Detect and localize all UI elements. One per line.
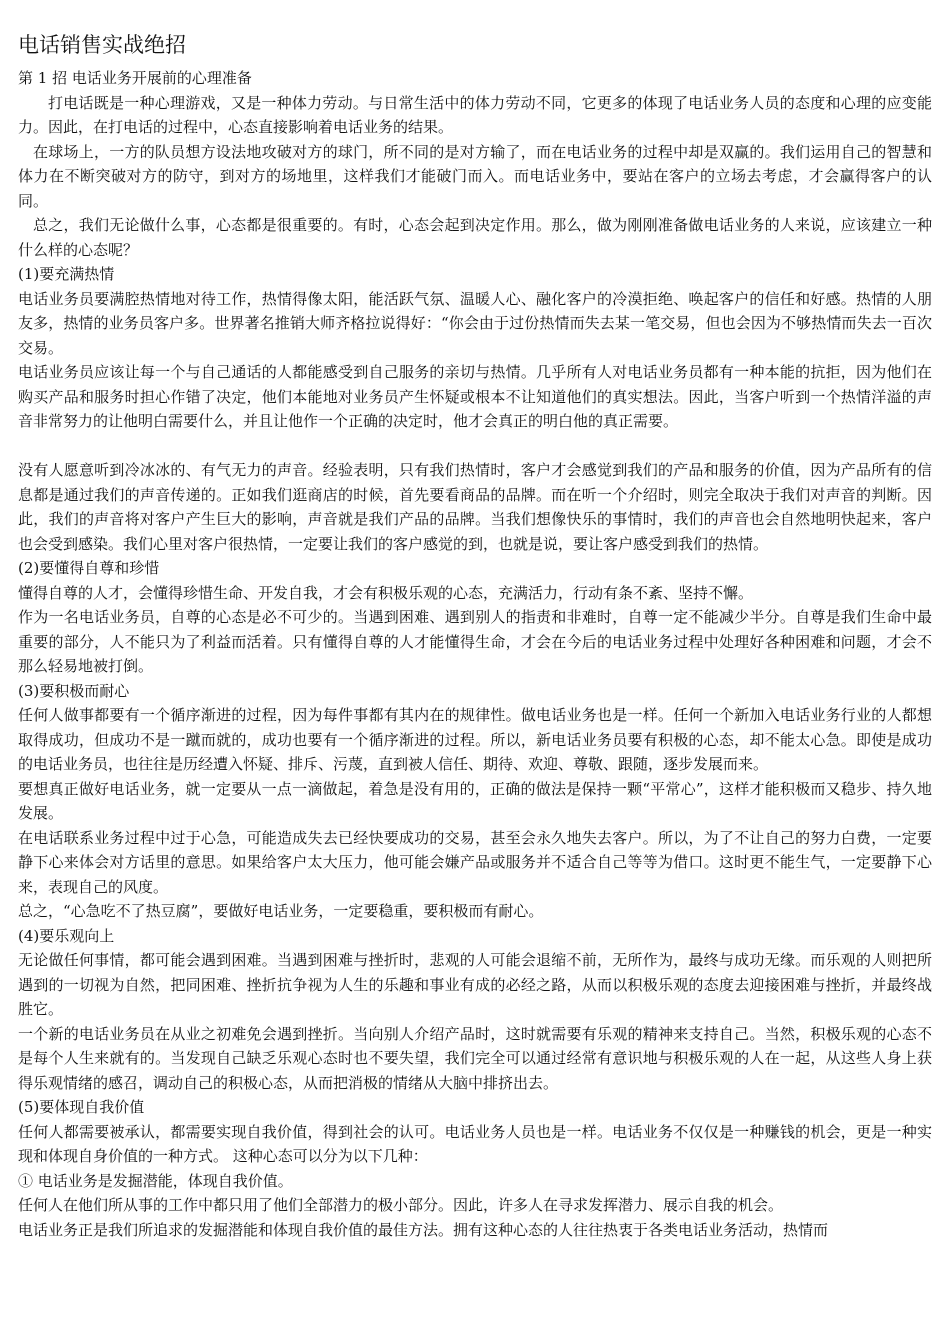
paragraph: 无论做任何事情，都可能会遇到困难。当遇到困难与挫折时，悲观的人可能会退缩不前，无所作为，最终与成功无缘。而乐观的人则把所遇到的一切视为自然，把同困难、挫折抗争视为人生的乐趣和事业有成的必经之路，从而以积极乐观的态度去迎接困难与挫折，并最终战胜它。	[18, 951, 932, 1018]
paragraph: 任何人在他们所从事的工作中都只用了他们全部潜力的极小部分。因此，许多人在寻求发挥潜力、展示自我的机会。	[18, 1196, 784, 1214]
paragraph: 电话业务正是我们所追求的发掘潜能和体现自我价值的最佳方法。拥有这种心态的人往往热衷于各类电话业务活动，热情而	[18, 1220, 829, 1239]
paragraph: 任何人都需要被承认，都需要实现自我价值，得到社会的认可。电话业务人员也是一样。电话业务不仅仅是一种赚钱的机会，更是一种实现和体现自身价值的一种方式。 这种心态可以分为以下几种：	[18, 1122, 932, 1165]
paragraph: 没有人愿意听到冷冰冰的、有气无力的声音。经验表明，只有我们热情时，客户才会感觉到我们的产品和服务的价值，因为产品所有的信息都是通过我们的声音传递的。正如我们逛商店的时候，首先要看商品的品牌。而在听一个介绍时，则完全取决于我们对声音的判断。因此，我们的声音将对客户产生巨大的影响，声音就是我们产品的品牌。当我们想像快乐的事情时，我们的声音也会自然地明快起来，客户也会受到感染。我们心里对客户很热情，一定要让我们的客户感觉的到，也就是说，要让客户感受到我们的热情。	[18, 461, 932, 553]
section-title: 第 1 招 电话业务开展前的心理准备	[18, 69, 252, 87]
subheading-self-respect: (2)要懂得自尊和珍惜	[18, 559, 160, 577]
paragraph: 在球场上，一方的队员想方设法地攻破对方的球门，所不同的是对方输了，而在电话业务的过程中却是双赢的。我们运用自己的智慧和体力在不断突破对方的防守，到对方的场地里，这样我们才能破门而入。而电话业务中，要站在客户的立场去考虑，才会赢得客户的认同。	[18, 142, 932, 210]
paragraph: 总之，我们无论做什么事，心态都是很重要的。有时，心态会起到决定作用。那么，做为刚刚准备做电话业务的人来说，应该建立一种什么样的心态呢？	[18, 216, 932, 259]
subheading-enthusiasm: (1)要充满热情	[18, 265, 115, 283]
subheading-self-value: (5)要体现自我价值	[18, 1098, 145, 1116]
paragraph: 要想真正做好电话业务，就一定要从一点一滴做起，着急是没有用的，正确的做法是保持一颗“平常心”，这样才能积极而又稳步、持久地发展。	[18, 779, 932, 822]
paragraph: 懂得自尊的人才，会懂得珍惜生命、开发自我，才会有积极乐观的心态，充满活力，行动有条不紊、坚持不懈。	[18, 583, 754, 602]
blank-line	[18, 434, 932, 459]
paragraph: 一个新的电话业务员在从业之初难免会遇到挫折。当向别人介绍产品时，这时就需要有乐观的精神来支持自己。当然，积极乐观的心态不是每个人生来就有的。当发现自己缺乏乐观心态时也不要失望，我们完全可以通过经常有意识地与积极乐观的人在一起，从这些人身上获得乐观情绪的感召，调动自己的积极心态，从而把消极的情绪从大脑中排挤出去。	[18, 1024, 932, 1092]
list-item: ① 电话业务是发掘潜能，体现自我价值。	[18, 1171, 293, 1190]
paragraph: 作为一名电话业务员，自尊的心态是必不可少的。当遇到困难、遇到别人的指责和非难时，自尊一定不能减少半分。自尊是我们生命中最重要的部分，人不能只为了利益而活着。只有懂得自尊的人才能懂得生命，才会在今后的电话业务过程中处理好各种困难和问题，才会不那么轻易地被打倒。	[18, 608, 932, 675]
paragraph: 在电话联系业务过程中过于心急，可能造成失去已经快要成功的交易，甚至会永久地失去客户。所以，为了不让自己的努力白费，一定要静下心来体会对方话里的意思。如果给客户太大压力，他可能会嫌产品或服务并不适合自己等等为借口。这时更不能生气，一定要静下心来，表现自己的风度。	[18, 828, 932, 896]
document-title: 电话销售实战绝招	[18, 33, 186, 57]
paragraph: 总之，“心急吃不了热豆腐”，要做好电话业务，一定要稳重，要积极而有耐心。	[18, 902, 544, 920]
paragraph: 任何人做事都要有一个循序渐进的过程，因为每件事都有其内在的规律性。做电话业务也是一样。任何一个新加入电话业务行业的人都想取得成功，但成功不是一蹴而就的，成功也要有一个循序渐进的过程。所以，新电话业务员要有积极的心态，却不能太心急。即使是成功的电话业务员，也往往是历经遭入怀疑、排斥、污蔑，直到被人信任、期待、欢迎、尊敬、跟随，逐步发展而来。	[18, 706, 932, 773]
paragraph: 打电话既是一种心理游戏，又是一种体力劳动。与日常生活中的体力劳动不同，它更多的体现了电话业务人员的态度和心理的应变能力。因此，在打电话的过程中，心态直接影响着电话业务的结果。	[18, 93, 932, 136]
subheading-patience: (3)要积极而耐心	[18, 681, 130, 700]
subheading-optimism: (4)要乐观向上	[18, 926, 115, 945]
paragraph: 电话业务员应该让每一个与自己通话的人都能感受到自己服务的亲切与热情。几乎所有人对电话业务员都有一种本能的抗拒，因为他们在购买产品和服务时担心作错了决定，他们本能地对业务员产生怀疑或根本不让知道他们的真实想法。因此，当客户听到一个热情洋溢的声音非常努力的让他明白需要什么，并且让他作一个正确的决定时，他才会真正的明白他的真正需要。	[18, 363, 932, 430]
paragraph: 电话业务员要满腔热情地对待工作，热情得像太阳，能活跃气氛、温暖人心、融化客户的冷漠拒绝、唤起客户的信任和好感。热情的人朋友多，热情的业务员客户多。世界著名推销大师齐格拉说得好：“你会由于过份热情而失去某一笔交易，但也会因为不够热情而失去一百次交易。	[18, 289, 932, 357]
